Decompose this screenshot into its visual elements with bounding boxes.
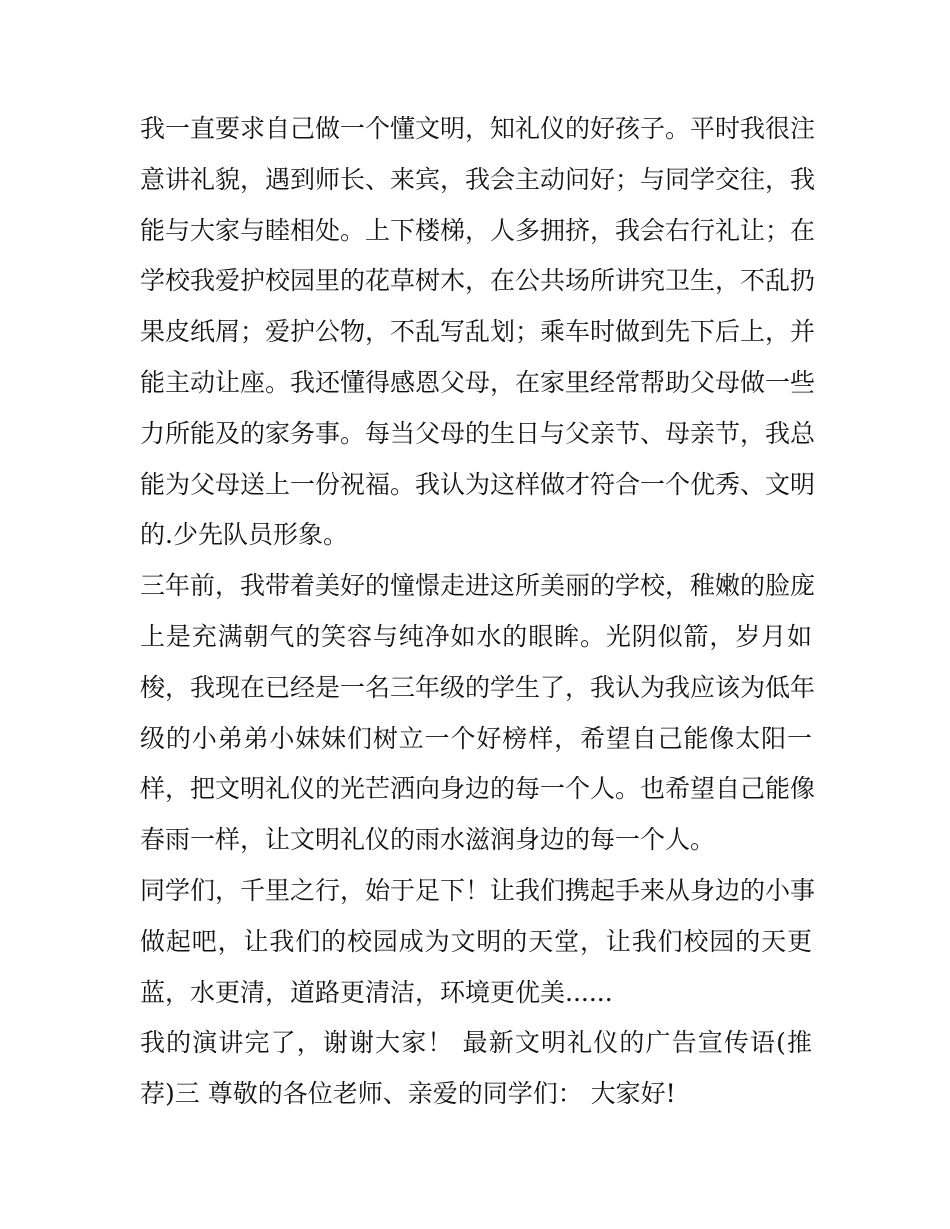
text-line: 我的演讲完了，谢谢大家！ 最新文明礼仪的广告宣传语(推 — [140, 1028, 812, 1058]
text-line: 样，把文明礼仪的光芒洒向身边的每一个人。也希望自己能像 — [140, 774, 816, 804]
text-line: 我一直要求自己做一个懂文明，知礼仪的好孩子。平时我很注 — [140, 114, 816, 143]
text-line: 春雨一样，让文明礼仪的雨水滋润身边的每一个人。 — [140, 825, 716, 855]
text-line: 能主动让座。我还懂得感恩父母，在家里经常帮助父母做一些 — [140, 367, 816, 397]
text-line: 学校我爱护校园里的花草树木，在公共场所讲究卫生，不乱扔 — [140, 266, 816, 296]
text-line: 能与大家与睦相处。上下楼梯，人多拥挤，我会右行礼让；在 — [140, 215, 816, 245]
document-body — [140, 104, 816, 1120]
text-line: 荐)三 尊敬的各位老师、亲爱的同学们： 大家好! — [140, 1079, 676, 1109]
text-line: 级的小弟弟小妹妹们树立一个好榜样，希望自己能像太阳一 — [140, 723, 812, 753]
text-line: 做起吧，让我们的校园成为文明的天堂，让我们校园的天更 — [140, 926, 812, 956]
text-line: 能为父母送上一份祝福。我认为这样做才符合一个优秀、文明 — [140, 469, 816, 499]
text-line: 上是充满朝气的笑容与纯净如水的眼眸。光阴似箭，岁月如 — [140, 621, 812, 651]
text-line: 力所能及的家务事。每当父母的生日与父亲节、母亲节，我总 — [140, 418, 816, 448]
text-line: 三年前，我带着美好的憧憬走进这所美丽的学校，稚嫩的脸庞 — [140, 571, 816, 601]
text-line: 意讲礼貌，遇到师长、来宾，我会主动问好；与同学交往，我 — [140, 164, 816, 194]
text-line: 果皮纸屑；爱护公物，不乱写乱划；乘车时做到先下后上，并 — [140, 317, 816, 347]
text-line: 蓝，水更清，道路更清洁，环境更优美...... — [140, 977, 613, 1007]
text-line: 梭，我现在已经是一名三年级的学生了，我认为我应该为低年 — [140, 672, 816, 702]
text-line: 同学们，千里之行，始于足下！让我们携起手来从身边的小事 — [140, 875, 816, 905]
text-line: 的.少先队员形象。 — [140, 520, 348, 550]
